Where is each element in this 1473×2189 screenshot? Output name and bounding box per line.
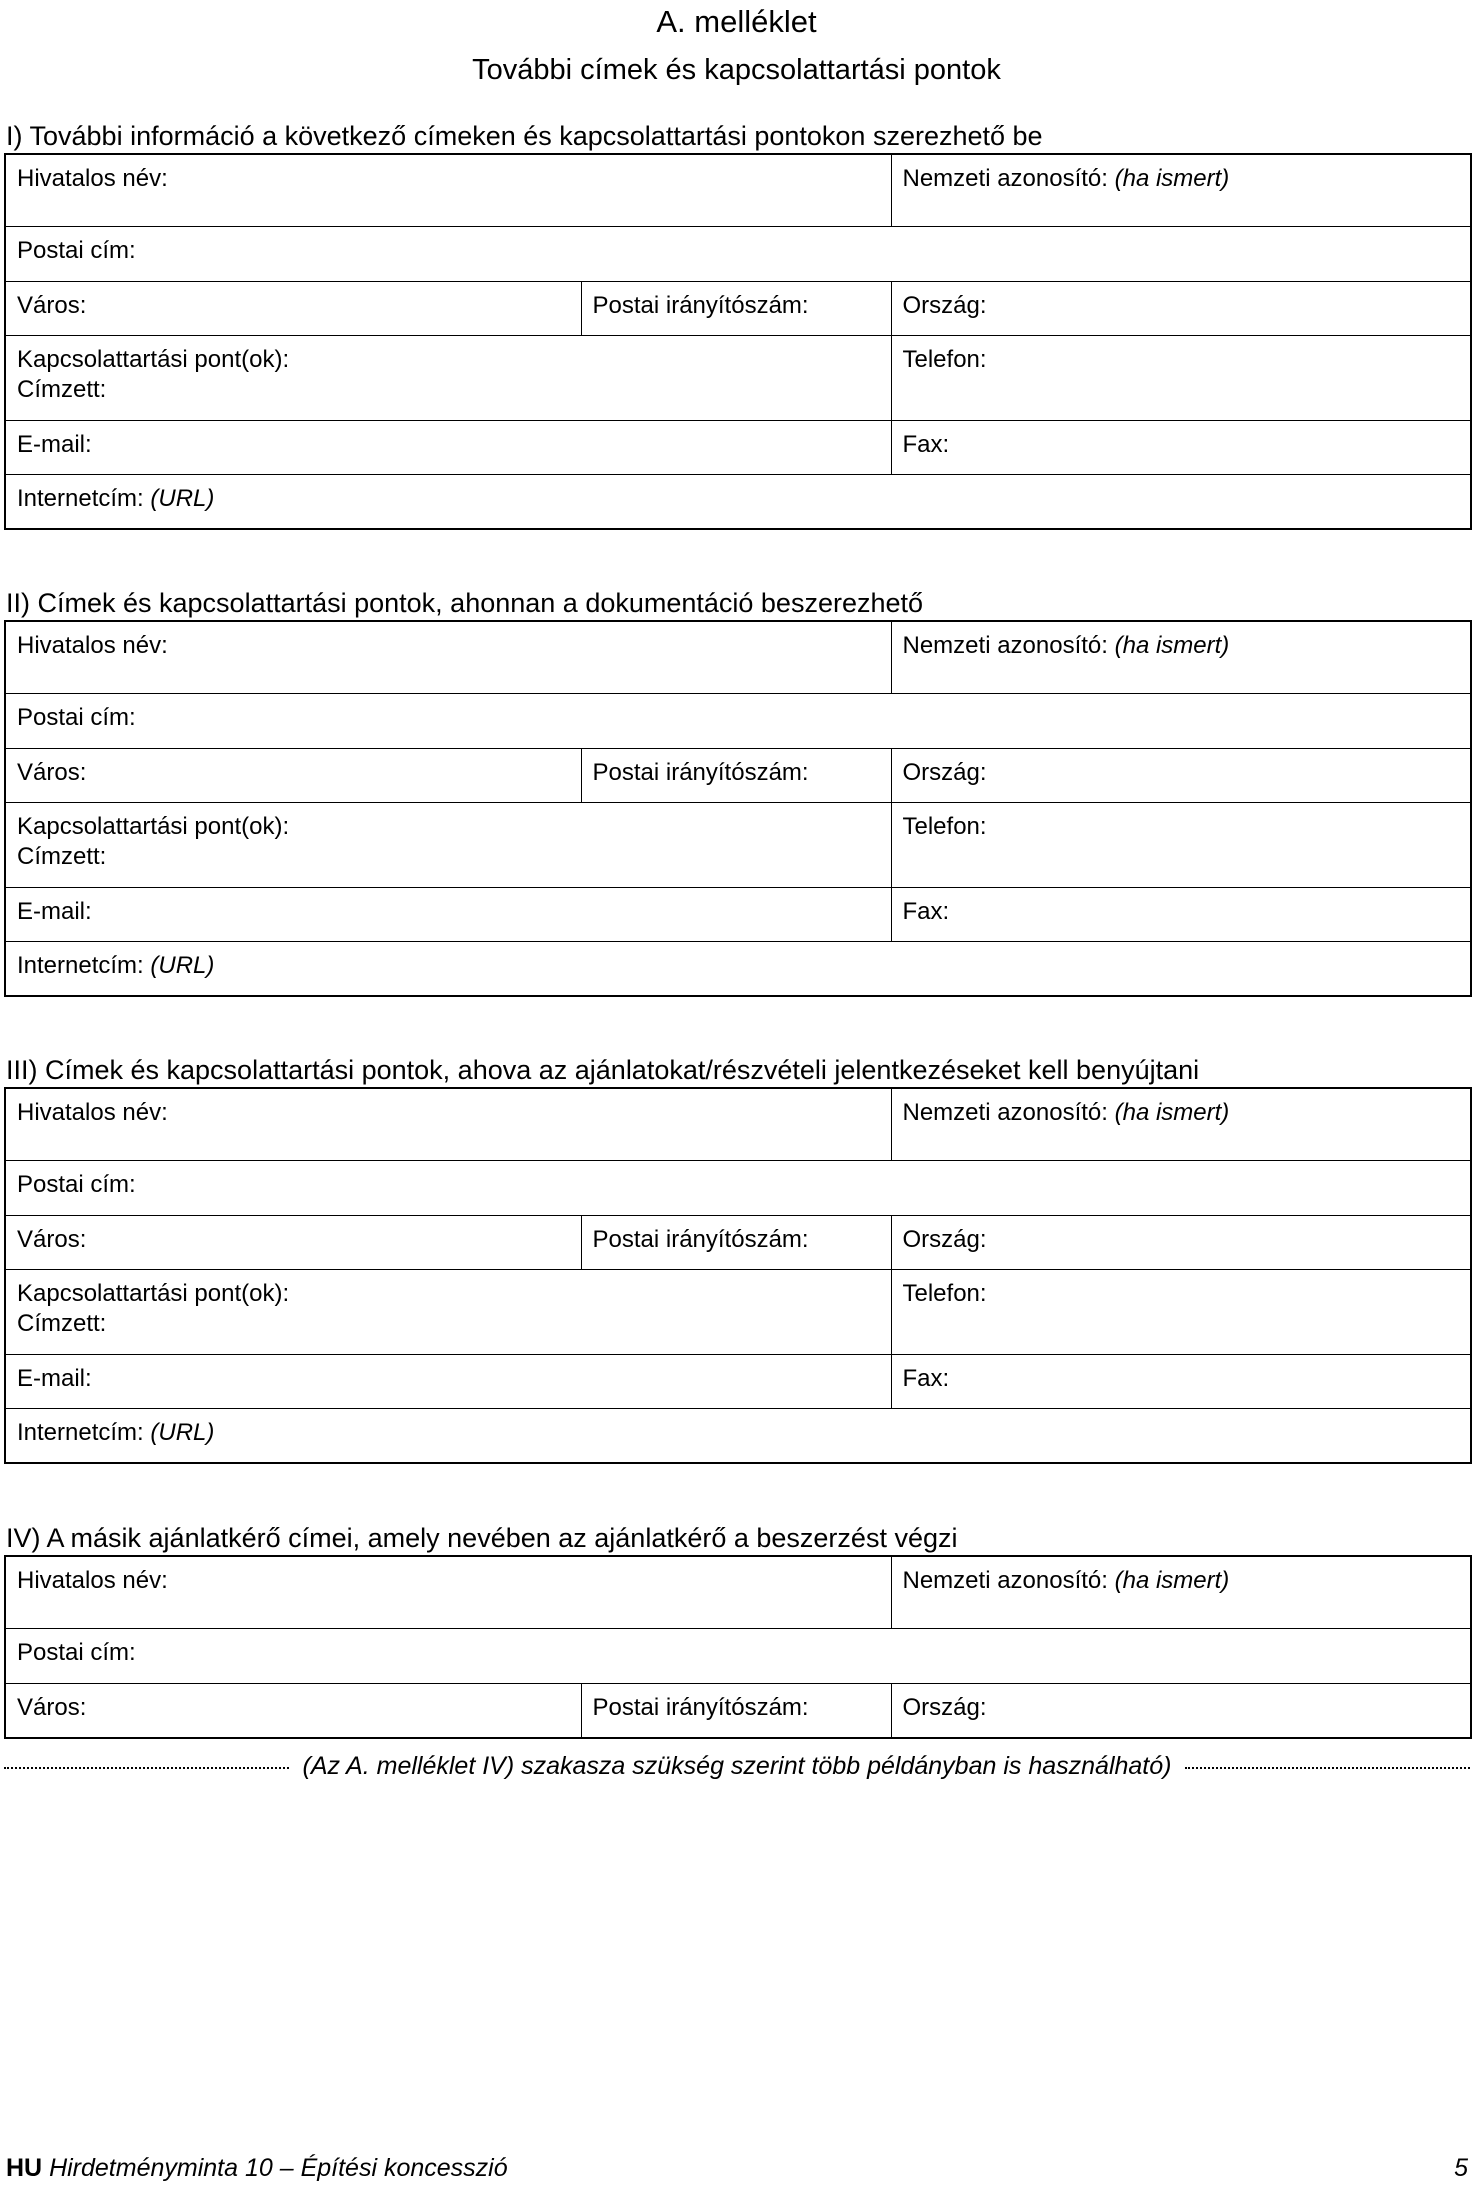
country-field[interactable]: Ország:	[891, 749, 1471, 803]
postal-code-field[interactable]: Postai irányítószám:	[581, 749, 891, 803]
internet-address-field[interactable]: Internetcím: (URL)	[5, 1409, 1471, 1464]
national-id-field[interactable]: Nemzeti azonosító: (ha ismert)	[891, 621, 1471, 694]
telephone-field[interactable]: Telefon:	[891, 803, 1471, 888]
fax-field[interactable]: Fax:	[891, 888, 1471, 942]
fax-field[interactable]: Fax:	[891, 1355, 1471, 1409]
section-3	[4, 1053, 1470, 1464]
repeat-note	[4, 1748, 1470, 1784]
repeat-note-text: (Az A. melléklet IV) szakasza szükség szerint több példányban is használható)	[302, 1752, 1172, 1780]
telephone-field[interactable]: Telefon:	[891, 336, 1471, 421]
section-heading: II) Címek és kapcsolattartási pontok, ahonnan a dokumentáció beszerezhető	[6, 588, 924, 618]
email-field[interactable]: E-mail:	[5, 1355, 891, 1409]
country-field[interactable]: Ország:	[891, 1216, 1471, 1270]
annex-title: A. melléklet	[656, 4, 817, 39]
postal-code-field[interactable]: Postai irányítószám:	[581, 282, 891, 336]
contact-points-field[interactable]: Kapcsolattartási pont(ok): Címzett:	[5, 803, 891, 888]
national-id-field[interactable]: Nemzeti azonosító: (ha ismert)	[891, 1088, 1471, 1161]
address-form-table	[4, 620, 1472, 997]
contact-points-field[interactable]: Kapcsolattartási pont(ok): Címzett:	[5, 336, 891, 421]
national-id-field[interactable]: Nemzeti azonosító: (ha ismert)	[891, 1556, 1471, 1629]
section-heading: IV) A másik ajánlatkérő címei, amely nevében az ajánlatkérő a beszerzést végzi	[6, 1523, 958, 1553]
page-number: 5	[1454, 2154, 1468, 2182]
city-field[interactable]: Város:	[5, 282, 581, 336]
section-2	[4, 586, 1470, 997]
address-form-table	[4, 1555, 1472, 1739]
annex-subtitle: További címek és kapcsolattartási pontok	[472, 54, 1001, 86]
telephone-field[interactable]: Telefon:	[891, 1270, 1471, 1355]
country-field[interactable]: Ország:	[891, 282, 1471, 336]
postal-address-field[interactable]: Postai cím:	[5, 227, 1471, 282]
city-field[interactable]: Város:	[5, 1684, 581, 1739]
official-name-field[interactable]: Hivatalos név:	[5, 154, 891, 227]
city-field[interactable]: Város:	[5, 1216, 581, 1270]
postal-code-field[interactable]: Postai irányítószám:	[581, 1684, 891, 1739]
postal-code-field[interactable]: Postai irányítószám:	[581, 1216, 891, 1270]
contact-points-field[interactable]: Kapcsolattartási pont(ok): Címzett:	[5, 1270, 891, 1355]
section-heading: I) További információ a következő címeken és kapcsolattartási pontokon szerezhető be	[6, 121, 1043, 151]
address-form-table	[4, 1087, 1472, 1464]
publication-name: Hirdetményminta 10 – Építési koncesszió	[49, 2154, 508, 2182]
section-1	[4, 119, 1470, 530]
official-name-field[interactable]: Hivatalos név:	[5, 1556, 891, 1629]
section-4	[4, 1521, 1470, 1739]
city-field[interactable]: Város:	[5, 749, 581, 803]
internet-address-field[interactable]: Internetcím: (URL)	[5, 942, 1471, 997]
official-name-field[interactable]: Hivatalos név:	[5, 621, 891, 694]
page-footer	[6, 2150, 1468, 2186]
country-field[interactable]: Ország:	[891, 1684, 1471, 1739]
national-id-field[interactable]: Nemzeti azonosító: (ha ismert)	[891, 154, 1471, 227]
email-field[interactable]: E-mail:	[5, 888, 891, 942]
postal-address-field[interactable]: Postai cím:	[5, 1161, 1471, 1216]
email-field[interactable]: E-mail:	[5, 421, 891, 475]
official-name-field[interactable]: Hivatalos név:	[5, 1088, 891, 1161]
postal-address-field[interactable]: Postai cím:	[5, 694, 1471, 749]
dotted-divider	[4, 1767, 289, 1769]
fax-field[interactable]: Fax:	[891, 421, 1471, 475]
address-form-table	[4, 153, 1472, 530]
internet-address-field[interactable]: Internetcím: (URL)	[5, 475, 1471, 530]
postal-address-field[interactable]: Postai cím:	[5, 1629, 1471, 1684]
dotted-divider	[1185, 1767, 1470, 1769]
language-code: HU	[6, 2154, 43, 2182]
section-heading: III) Címek és kapcsolattartási pontok, ahova az ajánlatokat/részvételi jelentkezéseket kell benyújtani	[6, 1055, 1200, 1085]
